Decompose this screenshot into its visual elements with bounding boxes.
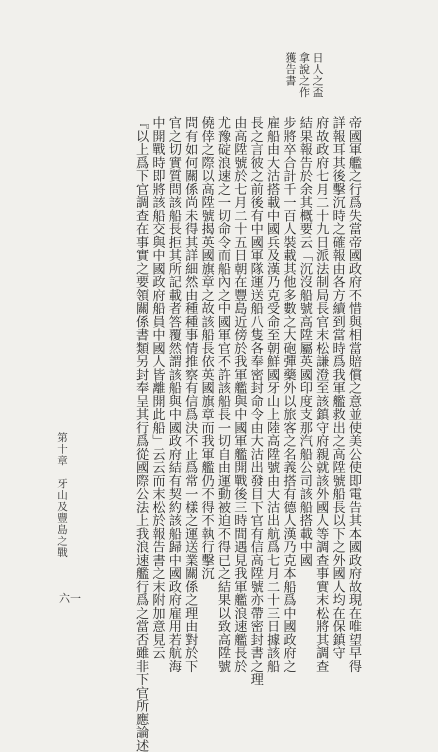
- text-column: 僥倖之際以高陞號揭英國旗章之故該船長依英國旗章而我軍艦仍不得不執行擊沉: [198, 116, 214, 580]
- text-column: 由高陞號於七月二十五日朝在豐島近傍於我軍艦與中國軍艦開戰後三時間遇見我軍艦浪速艦長於: [231, 116, 247, 673]
- chapter-label: 第十章 牙山及豐島之戰: [56, 432, 68, 559]
- text-column: 詳報耳其後擊沉時之確報由各方續到當時爲我軍艦救出之高陞號船長以下之外國人均在保鎮守: [329, 116, 345, 660]
- header-annotation: [192, 52, 323, 98]
- text-column: 官之切實質問該船長拒其所記載者答覆然謂該船與中國政府結有契約該船歸中國政府雇用若航海: [165, 116, 181, 673]
- text-column: 長之言彼之前後有中國軍隊運送船八隻各奉密封命令由大沽出發目下官有信高陞號亦帶密封書之理: [247, 116, 263, 686]
- page-number: 六一: [59, 592, 81, 605]
- annotation-line: 拿說之作: [297, 52, 311, 98]
- text-column: 帝國軍艦之行爲失當帝國政府不惜與相當賠償之意並使美公使即電告其本國政府故現在唯望早得: [346, 116, 361, 673]
- text-column: 步將卒合計千一百人裝載其他多數之大砲彈藥外以旅客之名義搭有德人漢乃克本船爲中國政府之: [280, 116, 296, 673]
- annotation-line: 日人之盃: [311, 52, 324, 98]
- body-text: [133, 116, 361, 752]
- text-column: 問有如何關係尚未得其詳細然由種種事情推察有信爲決不止爲常一樣之運送業關係之理由對於下: [182, 116, 198, 673]
- text-column: 尤豫碇浪速之一切命令而船內之中國軍官不許該船長一切自由運動被迫不得已之結果以致高陞號: [215, 116, 230, 673]
- text-column: 『以上爲下官調查在事實之要領關係書類另封奉呈其行爲從國際公法上我浪速艦行爲之當否雖非下官所應論述: [133, 116, 149, 752]
- text-column: 結果報告於余其概要云「沉沒船號高陞屬英國印度支那汽船公司該船搭載中國: [296, 116, 312, 567]
- text-column: 中開戰時即將該船交與中國政府船員中國人皆離開此船」云云而末松於報告書之末附加意見云: [149, 116, 165, 660]
- annotation-line: 獲告書: [283, 52, 297, 87]
- text-column: 雇船由大沽搭載中國兵及漢乃克受命至朝鮮國牙山上陸高陞號由大沽出航爲七月二十三日據該船: [264, 116, 280, 673]
- text-column: 府故政府七月二十九日派法制局長官末松謙澄至該鎮守府親就該外國人等調查事實末松將其調查: [313, 116, 329, 673]
